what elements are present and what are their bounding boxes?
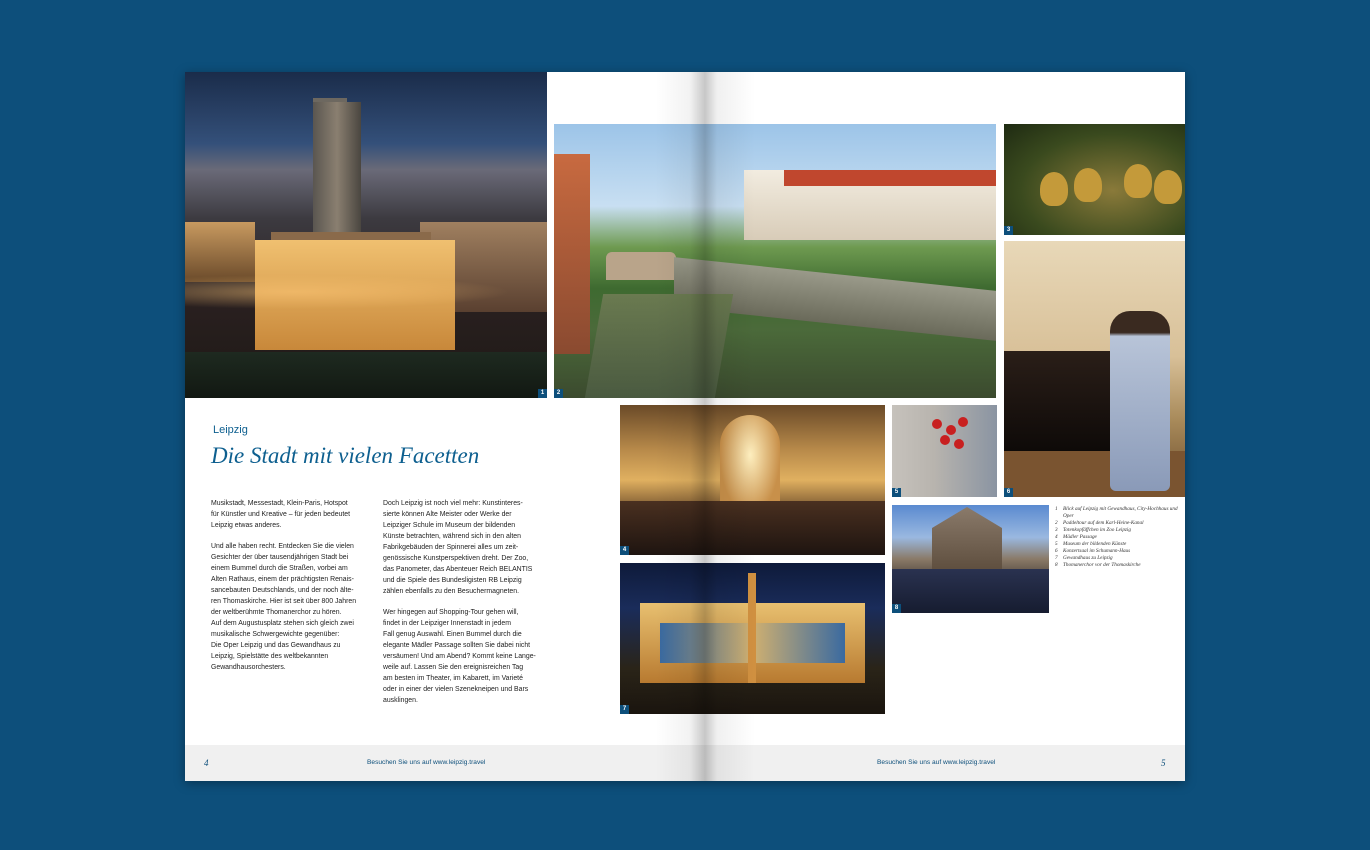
photo-number: 1 bbox=[538, 389, 547, 398]
caption-item: 5 Museum der bildenden Künste bbox=[1055, 541, 1127, 547]
caption-item: 7 Gewandhaus zu Leipzig bbox=[1055, 555, 1113, 561]
brochure-spread bbox=[185, 72, 1185, 781]
caption-item: 2 Paddeltour auf dem Karl-Heine-Kanal bbox=[1055, 520, 1144, 526]
photo-number: 4 bbox=[620, 546, 629, 555]
photo-gewandhaus bbox=[620, 563, 885, 714]
photo-passage bbox=[620, 405, 885, 555]
paragraph: Und alle haben recht. Entdecken Sie die vielen Gesichter der über tausendjährigen Stadt bei einem Bummel durch die Straßen, vorbei am Alten Rathaus, einem der prächtigsten Renais- sancebauten Deutschlands, und der noch älte- ren Thomaskirche. Hier ist seit über 800 Jahren der weltberühmte Thomanerchor zu hören. Auf dem Augustusplatz stehen sich gleich zwei musikalische Schwergewichte gegenüber: Die Oper Leipzig und das Gewandhaus zu Leipzig, Spielstätte des weltbekannten Gewandhausorchesters. bbox=[211, 543, 357, 671]
photo-piano bbox=[1004, 241, 1185, 497]
photo-monkeys bbox=[1004, 124, 1185, 235]
photo-number: 3 bbox=[1004, 226, 1013, 235]
caption-item: 4 Mädler Passage bbox=[1055, 534, 1097, 540]
footer-url-right[interactable]: Besuchen Sie uns auf www.leipzig.travel bbox=[877, 759, 996, 766]
text-column-2 bbox=[383, 498, 548, 716]
caption-item: 1 Blick auf Leipzig mit Gewandhaus, City-Hochhaus und Oper bbox=[1055, 506, 1178, 519]
photo-number: 5 bbox=[892, 488, 901, 497]
caption-item: 6 Konzertsaal im Schumann-Haus bbox=[1055, 548, 1131, 554]
paragraph: Wer hingegen auf Shopping-Tour gehen will, findet in der Leipziger Innenstadt in jedem Fall genug Auswahl. Einen Bummel durch die elegante Mädler Passage sollten Sie dabei nicht versäumen! Und am Abend? Kommt keine Lange- weile auf. Lassen Sie den ereignisreichen Tag am besten im Theater, im Kabarett, im Varieté oder in einer der vielen Szenekneipen und Bars ausklingen. bbox=[383, 609, 536, 704]
page-number-left: 4 bbox=[204, 758, 209, 768]
photo-number: 6 bbox=[1004, 488, 1013, 497]
section-kicker: Leipzig bbox=[213, 424, 248, 436]
photo-museum bbox=[892, 405, 997, 497]
page-footer bbox=[185, 745, 1185, 781]
photo-canal bbox=[554, 124, 996, 398]
caption-item: 8 Thomanerchor vor der Thomaskirche bbox=[1055, 562, 1141, 568]
footer-url-left[interactable]: Besuchen Sie uns auf www.leipzig.travel bbox=[367, 759, 486, 766]
photo-captions bbox=[1055, 506, 1185, 569]
page-number-right: 5 bbox=[1161, 758, 1166, 768]
page-title: Die Stadt mit vielen Facetten bbox=[211, 443, 480, 468]
photo-number: 2 bbox=[554, 389, 563, 398]
photo-number: 7 bbox=[620, 705, 629, 714]
photo-leipzig-skyline bbox=[185, 72, 547, 398]
paragraph: Doch Leipzig ist noch viel mehr: Kunstinteres- sierte können Alte Meister oder Werke der Leipziger Schule im Museum der bildenden Künste betrachten, während sich in den alten Fabrikgebäuden der Spinnerei alles um zeit- genössische Kunstperspektiven dreht. Der Zoo, das Panometer, das Abenteuer Reich BELANTIS und die Spiele des Bundesligisten RB Leipzig zählen ebenfalls zu den Besuchermagneten. bbox=[383, 500, 533, 595]
photo-choir bbox=[892, 505, 1049, 613]
caption-item: 3 Totenkopfäffchen im Zoo Leipzig bbox=[1055, 527, 1131, 533]
paragraph: Musikstadt, Messestadt, Klein-Paris, Hotspot für Künstler und Kreative – für jeden bedeutet Leipzig etwas anderes. bbox=[211, 500, 351, 529]
photo-number: 8 bbox=[892, 604, 901, 613]
text-column-1 bbox=[211, 498, 371, 683]
